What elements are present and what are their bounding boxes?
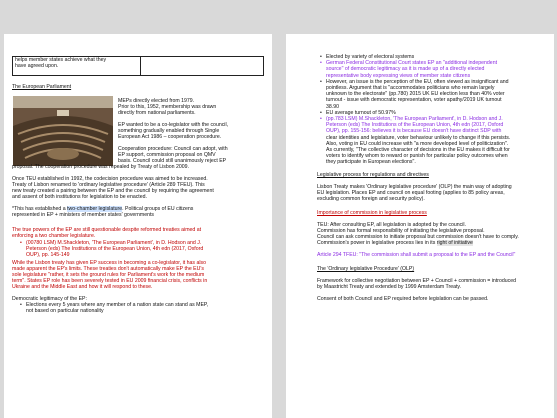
codecision-line: EP wanted to be a co-legislator with the council, xyxy=(118,122,229,128)
right-bullet-cont: OUP), pp. 155-156: believes it is because EU doesn't have distinct SDP with xyxy=(326,128,502,135)
page-right xyxy=(286,34,554,418)
cooperation-tail: proposal. The cooperation procedure was repealed by Treaty of Lisbon 2009. xyxy=(12,164,189,170)
importance-line-last xyxy=(317,240,473,246)
legislative-line: Lisbon Treaty makes 'Ordinary legislative procedure' (OLP) the main way of adopting xyxy=(317,184,512,190)
right-bullet: • (pp.783 LSM) M.Shackleton, 'The European Parliament', in D. Hodson and J. xyxy=(326,116,503,122)
red-intro-line: The true powers of the EP are still questionable despite reformed treaties aimed at xyxy=(12,227,202,233)
red-para-line: While the Lisbon treaty has given EP success in becoming a co-legislator, it has also xyxy=(12,260,206,266)
red-citation-line: Peterson (eds) The Institutions of the European Union, 4th edn (2017, Oxford xyxy=(26,246,204,252)
right-bullet-cont: clear identities and legislature, voter behaviour unlikely to change if this persists. xyxy=(326,134,511,141)
olp-line: by Maastricht Treaty and extended by 1999 Amsterdam Treaty. xyxy=(317,284,462,290)
meps-line: MEPs directly elected from 1979. xyxy=(118,98,195,104)
right-bullet-cont: 38.90 xyxy=(326,103,339,110)
teu-line: Once TEU established in 1992, the codecision procedure was aimed to be increased. xyxy=(12,176,208,182)
red-intro-line: enforcing a two chamber legislature. xyxy=(12,233,96,239)
democratic-title: Democratic legitimacy of the EP: xyxy=(12,296,87,302)
red-citation-line: • (00780 LSM) M.Shackleton, 'The European Parliament', in D. Hodson and J. xyxy=(26,240,201,246)
right-bullet-cont: source" of democratic legitimacy as it is made up of a directly elected xyxy=(326,66,485,73)
teu-line: Treaty of Lisbon renamed to 'ordinary legislative procedure' (Article 289 TFEU). This xyxy=(12,182,205,188)
importance-line: Council can ask commission to initiate proposal but commission doesn't have to comply. xyxy=(317,234,519,240)
democratic-bullet: • Elections every 5 years where any member of a nation state can stand as MEP, xyxy=(26,302,208,308)
teu-line: and assent of both institutions for legislation to be enacted. xyxy=(12,194,147,200)
right-bullet-cont: voters to identify whom to reward or punish for particular policy outcomes when xyxy=(326,153,508,160)
right-bullet-cont: As currently, "The collective character of decisions in the EU makes it difficult for xyxy=(326,147,510,153)
established-prefix: *This has established a xyxy=(12,206,68,212)
codecision-line: something gradually enabled through Single xyxy=(118,128,220,134)
right-bullet-cont: pointless. Argument that is "accommodates politicians who remain largely xyxy=(326,85,495,91)
table-text-line: helps member states achieve what they xyxy=(15,57,107,63)
codecision-line: European Act 1986 – cooperation procedure. xyxy=(118,134,222,140)
legislative-title: Legislative process for regulations and directives xyxy=(317,172,429,178)
table-divider xyxy=(140,56,141,75)
parliament-photo xyxy=(13,96,113,166)
legislative-line: EU legislation. Places EP and council on equal footing (applies to 85 policy areas, xyxy=(317,190,505,196)
olp-title: The 'Ordinary legislative Procedure' (OLP) xyxy=(317,266,415,272)
importance-line-prefix: Commission's power in legislative process lies in its xyxy=(317,240,437,246)
red-citation-line: OUP), pp. 145-149 xyxy=(26,252,70,258)
page-left xyxy=(4,34,272,418)
meps-line: Prior to this, 1952, membership was drawn xyxy=(118,104,217,110)
olp-line: Framework for collective negotiation between EP + Council + commission = introduced xyxy=(317,278,517,284)
two-chamber-highlight: two-chamber legislature xyxy=(67,206,123,212)
right-bullet-cont: unknown to the electorate" (pp.780) 2015 UK EU election less than 40% voter xyxy=(326,91,505,98)
right-bullet-cont: they participate in European elections". xyxy=(326,159,416,166)
cooperation-line: EP support, commission proposal on QMV xyxy=(118,152,216,158)
importance-line: TEU: After consulting EP, all legislation is adopted by the council. xyxy=(317,222,466,228)
right-bullet: • However, an issue is the perception of the EU, often viewed as insignificant and xyxy=(326,79,509,85)
red-para-line: made apparent the EP's limits. These treaties don't automatically make EP the EU's xyxy=(12,266,204,272)
meps-line: directly from national parliaments. xyxy=(118,110,196,116)
importance-title: Importance of commission in legislative process xyxy=(317,210,427,216)
right-bullet-cont: representative body expressing views of member state citizens xyxy=(326,72,471,79)
right-bullet-cont: turnout - issue with democratic representation, voter apathy/2019 UK turnout xyxy=(326,97,502,104)
right-bullet: • German Federal Constitutional Court states EP an "additional independent xyxy=(326,60,497,66)
right-bullet-cont: Peterson (eds) The Institutions of the European Union, 4th edn (2017, Oxford xyxy=(326,122,504,129)
right-bullet: • EU average turnout of 50.97% xyxy=(326,110,396,116)
red-para-line: term". States EP role has been severely tested in EU 2009 financial crisis, conflicts in xyxy=(12,278,208,284)
established-line-2: represented in EP + ministers of member states' governments xyxy=(12,212,155,218)
section-title-parliament: The European Parliament xyxy=(12,84,72,90)
importance-line: Commission has formal responsibility of initiating the legislative proposal. xyxy=(317,228,485,234)
red-para-line: sole legislature "rather, it sets the ground rules for Parliament's work for the medium xyxy=(12,272,205,278)
cooperation-line: basis. Council could still unanimously reject EP xyxy=(118,158,227,164)
consent-line: Consent of both Council and EP required before legislation can be passed. xyxy=(317,296,489,302)
right-bullet-cont: Also, voting in EU could increase with "a more developed level of politicization". xyxy=(326,140,509,147)
right-bullet: • Elected by variety of electoral systems xyxy=(326,54,414,60)
democratic-bullet-cont: not based on particular nationality xyxy=(26,308,104,314)
established-suffix: . Political groups of EU citizens xyxy=(122,206,194,212)
legislative-line: excluding common foreign and security policy). xyxy=(317,196,425,202)
red-para-line: Ukraine and the Middle East and how it will respond to these. xyxy=(12,284,153,290)
table-text-line: have agreed upon. xyxy=(15,63,59,69)
teu-line: new treaty created a pairing between the EP and the council by requiring the agreement xyxy=(12,188,214,194)
right-of-initiative-highlight: right of initiative xyxy=(436,240,473,246)
article-294-line: Article 294 TFEU: "The commission shall submit a proposal to the EP and the Council" xyxy=(317,252,516,258)
cooperation-line: Cooperation procedure: Council can adopt, with xyxy=(118,146,228,152)
